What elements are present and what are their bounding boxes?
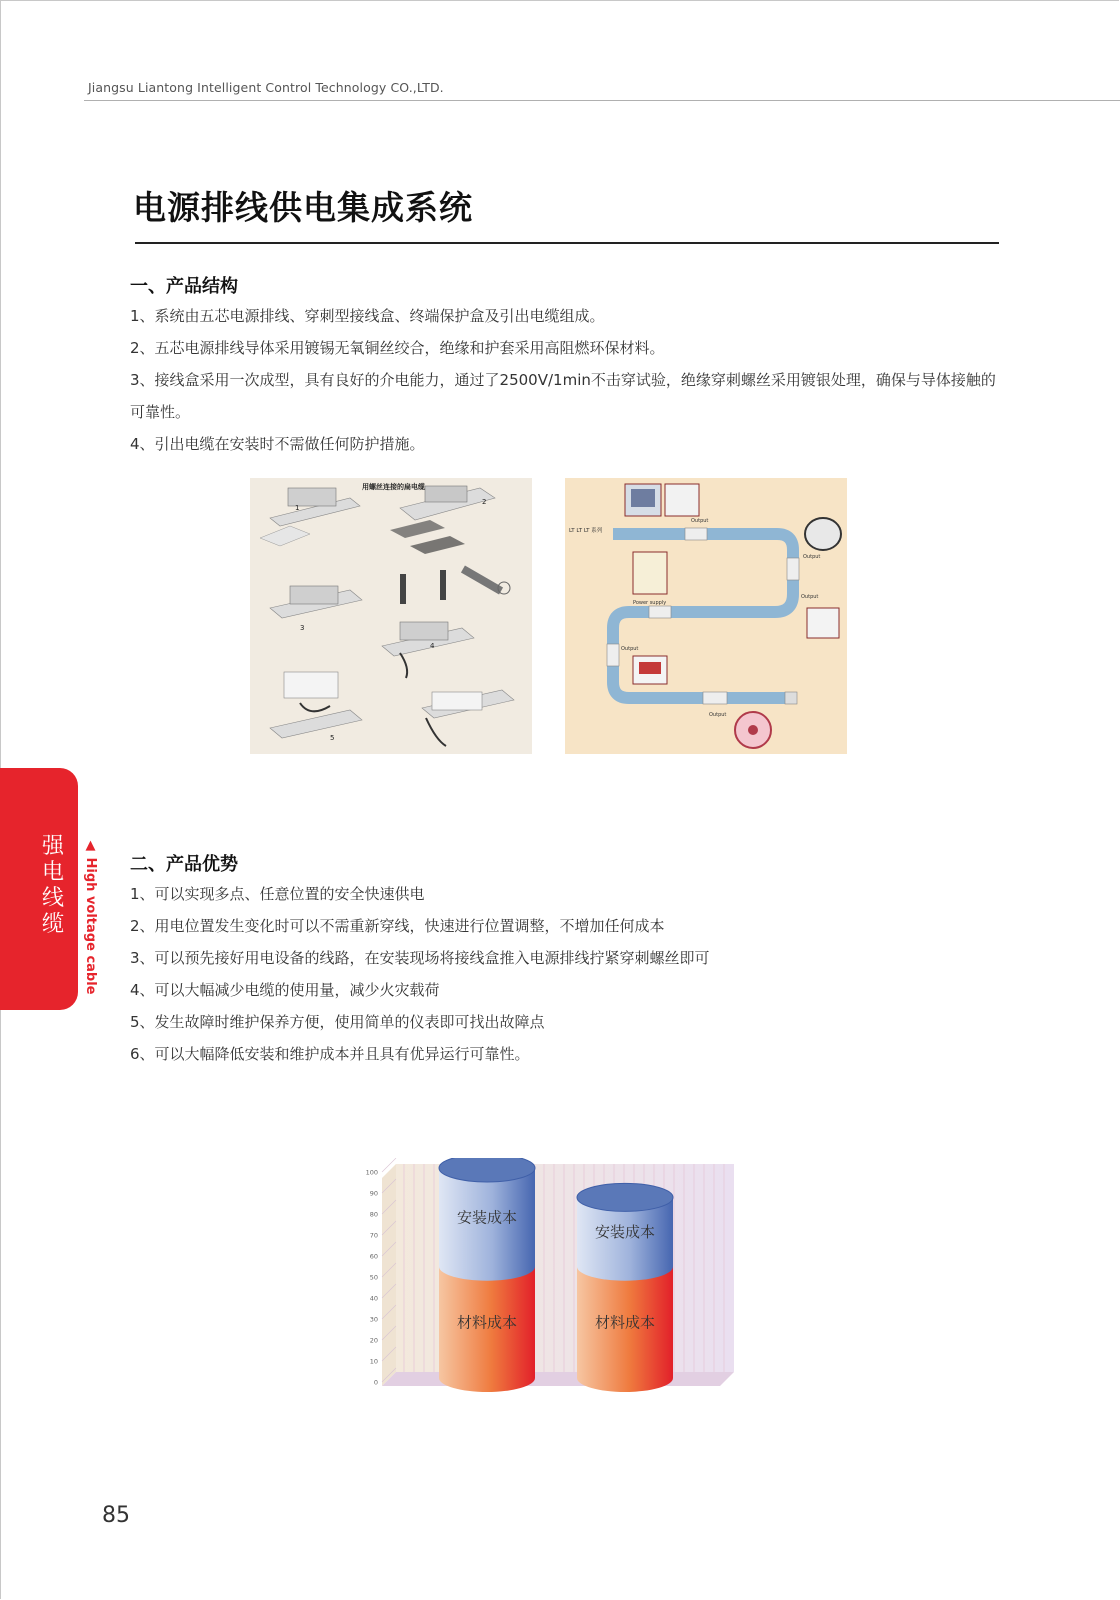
cost-chart-svg <box>360 1158 734 1412</box>
section-structure-list <box>130 300 1010 460</box>
y-tick-label: 100 <box>365 1168 378 1177</box>
power-supply-label: Power supply <box>633 600 667 606</box>
end-cap <box>785 692 797 704</box>
structure-item: 3、接线盒采用一次成型，具有良好的介电能力，通过了2500V/1min不击穿试验，绝缘穿刺螺丝采用镀银处理，确保与导体接触的可靠性。 <box>130 371 996 421</box>
y-tick-label: 10 <box>369 1357 378 1366</box>
junction-box <box>649 606 671 618</box>
y-tick-label: 70 <box>369 1231 378 1240</box>
structure-item: 4、引出电缆在安装时不需做任何防护措施。 <box>130 435 425 453</box>
output-label: Output <box>621 646 639 652</box>
fan-hub <box>748 725 758 735</box>
installation-illustration <box>250 478 532 754</box>
y-tick-label: 40 <box>369 1294 378 1303</box>
category-label-cn: 强电线缆 <box>41 834 64 937</box>
installation-steps-figure <box>250 478 532 754</box>
wall-socket-icon <box>807 608 839 638</box>
y-tick-label: 50 <box>369 1273 378 1282</box>
chart-floor <box>382 1372 734 1386</box>
advantage-item: 4、可以大幅减少电缆的使用量，减少火灾载荷 <box>130 981 440 999</box>
advantage-item: 1、可以实现多点、任意位置的安全快速供电 <box>130 885 425 903</box>
socket-icon <box>665 484 699 516</box>
step-number: 3 <box>300 624 305 632</box>
output-label: Output <box>801 594 819 600</box>
bar-top-cap <box>439 1158 535 1182</box>
advantage-item: 6、可以大幅降低安装和维护成本并且具有优异运行可靠性。 <box>130 1045 530 1063</box>
y-tick-label: 90 <box>369 1189 378 1198</box>
step-number: 2 <box>482 498 487 506</box>
y-tick-label: 30 <box>369 1315 378 1324</box>
advantage-item: 3、可以预先接好用电设备的线路，在安装现场将接线盒推入电源排线拧紧穿刺螺丝即可 <box>130 949 710 967</box>
section-advantages-list <box>130 878 1010 1070</box>
bar-top-cap <box>577 1183 673 1211</box>
title-underline <box>135 242 999 244</box>
output-label: Output <box>709 712 727 718</box>
bar-segment-label: 安装成本 <box>456 1208 518 1227</box>
system-illustration <box>565 478 847 754</box>
section-advantages-heading: 二、产品优势 <box>130 854 238 875</box>
y-tick-label: 0 <box>373 1378 378 1387</box>
system-side-label: LT LT LT 系列 <box>569 528 603 534</box>
lamp-icon <box>805 518 841 550</box>
header-divider <box>84 100 1120 101</box>
monitor-screen <box>631 489 655 507</box>
step-number: 4 <box>430 642 435 650</box>
advantage-item: 2、用电位置发生变化时可以不需重新穿线，快速进行位置调整，不增加任何成本 <box>130 917 665 935</box>
section-structure-heading: 一、产品结构 <box>130 276 238 297</box>
junction-box <box>607 644 619 666</box>
advantage-item: 5、发生故障时维护保养方便，使用简单的仪表即可找出故障点 <box>130 1013 545 1031</box>
chart-grid <box>382 1158 734 1386</box>
junction-box <box>703 692 727 704</box>
structure-item: 2、五芯电源排线导体采用镀锡无氧铜丝绞合，绝缘和护套采用高阻燃环保材料。 <box>130 339 665 357</box>
structure-item: 1、系统由五芯电源排线、穿刺型接线盒、终端保护盒及引出电缆组成。 <box>130 307 605 325</box>
bar-segment-label: 材料成本 <box>594 1313 656 1332</box>
company-name: Jiangsu Liantong Intelligent Control Technology CO.,LTD. <box>88 80 444 95</box>
system-layout-figure <box>565 478 847 754</box>
control-panel-display <box>639 662 661 674</box>
bar-segment-label: 材料成本 <box>456 1313 518 1332</box>
step-number: 5 <box>330 734 335 742</box>
junction-box <box>685 528 707 540</box>
chart-y-ticks <box>366 1169 378 1387</box>
page-number: 85 <box>102 1503 130 1528</box>
y-tick-label: 20 <box>369 1336 378 1345</box>
output-label: Output <box>691 518 709 524</box>
install-caption: 用螺丝连接的扁电缆 <box>362 483 425 491</box>
cost-comparison-chart <box>360 1158 734 1412</box>
page-title: 电源排线供电集成系统 <box>133 188 473 227</box>
power-supply-icon <box>633 552 667 594</box>
y-tick-label: 80 <box>369 1210 378 1219</box>
junction-box <box>787 558 799 580</box>
step-number: 1 <box>295 504 300 512</box>
category-label-en: ▲ High voltage cable <box>83 838 98 995</box>
output-label: Output <box>803 554 821 560</box>
bar-segment-label: 安装成本 <box>594 1223 656 1242</box>
y-tick-label: 60 <box>369 1252 378 1261</box>
